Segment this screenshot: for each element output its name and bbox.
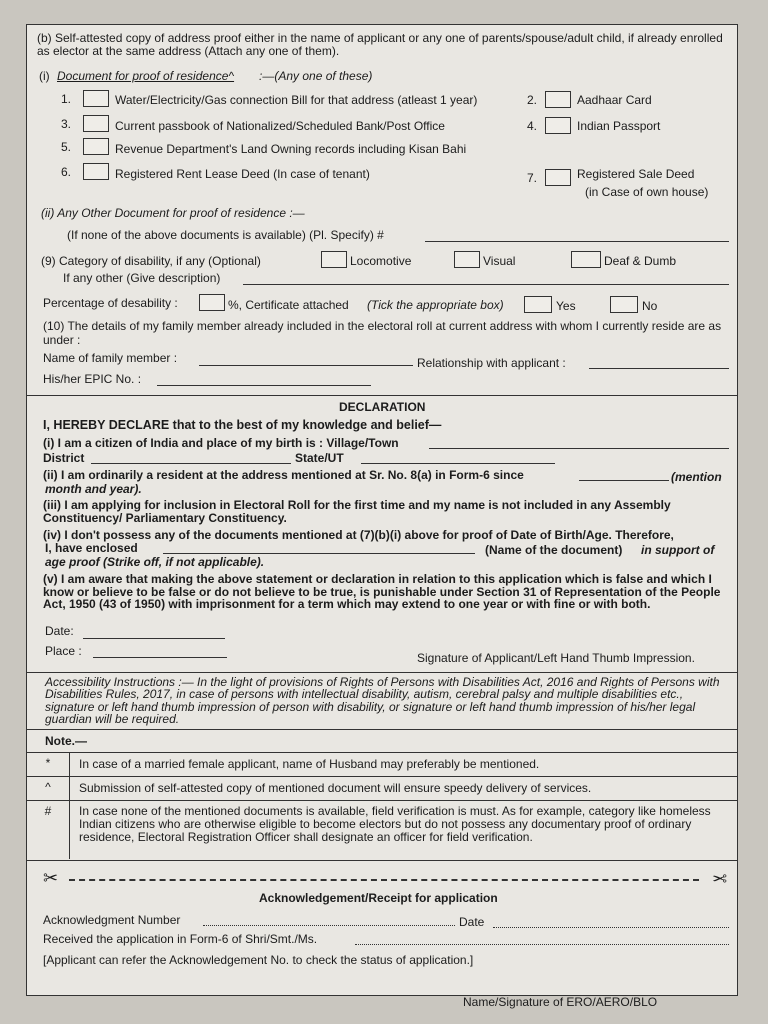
doc-num-4: 4. [527,119,538,133]
date-label: Date: [45,624,74,638]
form-page [26,24,738,1009]
disability-label: (9) Category of disability, if any (Optional) [41,254,261,268]
doc-num-6: 6. [61,165,72,179]
scissors-icon: ✂ [711,869,727,889]
declaration-date-field[interactable] [83,638,225,639]
doc-checkbox-6[interactable] [83,163,109,180]
doc-checkbox-5[interactable] [83,138,109,155]
declaration-title: DECLARATION [339,400,426,414]
scissors-icon: ✂ [43,868,59,888]
accessibility-text: Accessibility Instructions :— In the light of provisions of Rights of Persons with Disabilities Act, 2016 and Rights of Persons with Disabilities Rules, 2017, in case of persons with intellectual disability, autism, cerebral palsy and multiple disabilities etc., signature or left hand thumb impression of person with disability, or signature or left hand thumb impression of his/her legal guardian will be required. [45,675,720,726]
residence-since-field[interactable] [579,480,669,481]
tick-note: (Tick the appropriate box) [367,298,504,312]
notes-section [27,730,737,861]
doc-checkbox-2[interactable] [545,91,571,108]
note-text-3: In case none of the mentioned documents is available, field verification is must. As for example, category like homeless Indian citizens who are otherwise eligible to become electors but do not possess any documentary proof of ordinary residence, Electoral Registration Officer shall designate an officer for field verification. [79,804,711,844]
percentage-box[interactable] [199,294,225,311]
disability-other-label: If any other (Give description) [63,271,221,285]
declaration-ii: (ii) I am ordinarily a resident at the address mentioned at Sr. No. 8(a) in Form-6 since [43,468,524,482]
doc-num-5: 5. [61,140,72,154]
applicant-signature-label: Signature of Applicant/Left Hand Thumb Impression. [417,651,695,665]
doc-label-5: Revenue Department's Land Owning records including Kisan Bahi [115,142,467,156]
declaration-section [27,396,737,673]
district-field[interactable] [91,463,291,464]
receipt-note: [Applicant can refer the Acknowledgement No. to check the status of application.] [43,953,474,967]
address-proof-heading: (b) Self-attested copy of address proof either in the name of applicant or any one of parents/spouse/adult child, if already enrolled as elector at the same address (Attach any one of them). [37,31,723,58]
declaration-intro: I, HEREBY DECLARE that to the best of my knowledge and belief— [43,418,442,432]
declaration-ii-cont: month and year). [45,482,142,496]
doc-num-3: 3. [61,117,72,131]
doc-checkbox-1[interactable] [83,90,109,107]
doc-num-1: 1. [61,92,72,106]
receipt-title: Acknowledgement/Receipt for application [259,891,498,905]
state-label: State/UT [295,451,344,465]
place-label: Place : [45,644,82,658]
receipt-date-field[interactable] [493,927,729,928]
ack-number-label: Acknowledgment Number [43,913,181,927]
address-proof-section [27,25,737,396]
doc-heading-suffix: :—(Any one of these) [259,69,373,83]
family-name-label: Name of family member : [43,351,178,365]
percentage-label: Percentage of desability : [43,296,178,310]
disability-other-field[interactable] [243,284,729,285]
birthplace-field[interactable] [429,448,729,449]
doc-label-6: Registered Rent Lease Deed (In case of tenant) [115,167,370,181]
declaration-v: (v) I am aware that making the above statement or declaration in relation to this application which is false and which I know or believe to be false or do not believe to be true, is punishable under Section 31 of Representation of the People Act, 1950 (43 of 1950) with imprisonment for a term which may extend to one year or with fine or with both. [43,572,721,611]
percentage-suffix: %, Certificate attached [228,298,349,312]
declaration-iv-name: (Name of the document) [485,543,623,557]
epic-label: His/her EPIC No. : [43,372,142,386]
disability-option-visual: Visual [483,254,516,268]
note-symbol-1: * [27,753,70,777]
received-label: Received the application in Form-6 of Shri/Smt./Ms. [43,932,318,946]
disability-option-deaf-dumb: Deaf & Dumb [604,254,677,268]
doc-num-7: 7. [527,171,538,185]
ero-signature-label: Name/Signature of ERO/AERO/BLO [463,995,658,1009]
cut-line [69,879,699,881]
received-name-field[interactable] [355,944,729,945]
note-row-2 [27,776,737,801]
doc-heading: Document for proof of residence^ [57,69,235,83]
ack-number-field[interactable] [203,925,455,926]
doc-label-7: Registered Sale Deed [577,167,695,181]
receipt-date-label: Date [459,915,485,929]
doc-label-2: Aadhaar Card [577,93,652,107]
declaration-ii-mention: (mention [671,470,722,484]
family-heading: (10) The details of my family member already included in the electoral roll at current address with whom I currently reside are as under : [43,319,722,347]
certificate-yes-label: Yes [556,299,576,313]
epic-field[interactable] [157,385,371,386]
declaration-i: (i) I am a citizen of India and place of my birth is : Village/Town [43,436,399,450]
disability-option-locomotive: Locomotive [350,254,412,268]
note-text-1: In case of a married female applicant, name of Husband may preferably be mentioned. [79,757,540,771]
declaration-iv-support: in support of [641,543,715,557]
note-row-3 [27,800,737,859]
doc-label-1: Water/Electricity/Gas connection Bill for that address (atleast 1 year) [115,93,478,107]
declaration-iv: (iv) I don't possess any of the documents mentioned at (7)(b)(i) above for proof of Date of Birth/Age. Therefore, [43,528,674,542]
declaration-iii: (iii) I am applying for inclusion in Electoral Roll for the first time and my name is not included in any Assembly Constituency/ Parliamentary Constituency. [43,498,671,525]
note-text-2: Submission of self-attested copy of mentioned document will ensure speedy delivery of services. [79,781,592,795]
accessibility-section [27,673,737,730]
certificate-no-checkbox[interactable] [610,296,638,313]
certificate-yes-checkbox[interactable] [524,296,552,313]
other-doc-heading: (ii) Any Other Document for proof of residence :— [41,206,305,220]
receipt-section [27,861,737,1009]
doc-heading-num: (i) [39,69,50,83]
district-label: District [43,451,85,465]
doc-checkbox-3[interactable] [83,115,109,132]
doc-label-3: Current passbook of Nationalized/Scheduled Bank/Post Office [115,119,445,133]
doc-num-2: 2. [527,93,538,107]
declaration-iv-cont: age proof (Strike off, if not applicable). [45,555,265,569]
note-symbol-3: # [27,801,70,859]
relationship-field[interactable] [589,368,729,369]
declaration-iv-enclosed: I, have enclosed [45,541,138,555]
notes-heading: Note.— [45,734,87,748]
doc-sub-7: (in Case of own house) [585,185,709,199]
note-symbol-2: ^ [27,777,70,801]
declaration-place-field[interactable] [93,657,227,658]
certificate-no-label: No [642,299,658,313]
doc-checkbox-7[interactable] [545,169,571,186]
doc-label-4: Indian Passport [577,119,661,133]
disability-checkbox-visual[interactable] [454,251,480,268]
doc-checkbox-4[interactable] [545,117,571,134]
note-row-1 [27,752,737,777]
state-field[interactable] [361,463,555,464]
other-doc-field[interactable] [425,241,729,242]
disability-checkbox-locomotive[interactable] [321,251,347,268]
other-doc-line-label: (If none of the above documents is available) (Pl. Specify) # [67,228,384,242]
relationship-label: Relationship with applicant : [417,356,566,370]
document-name-field[interactable] [163,553,475,554]
family-name-field[interactable] [199,365,413,366]
disability-checkbox-deaf-dumb[interactable] [571,251,601,268]
